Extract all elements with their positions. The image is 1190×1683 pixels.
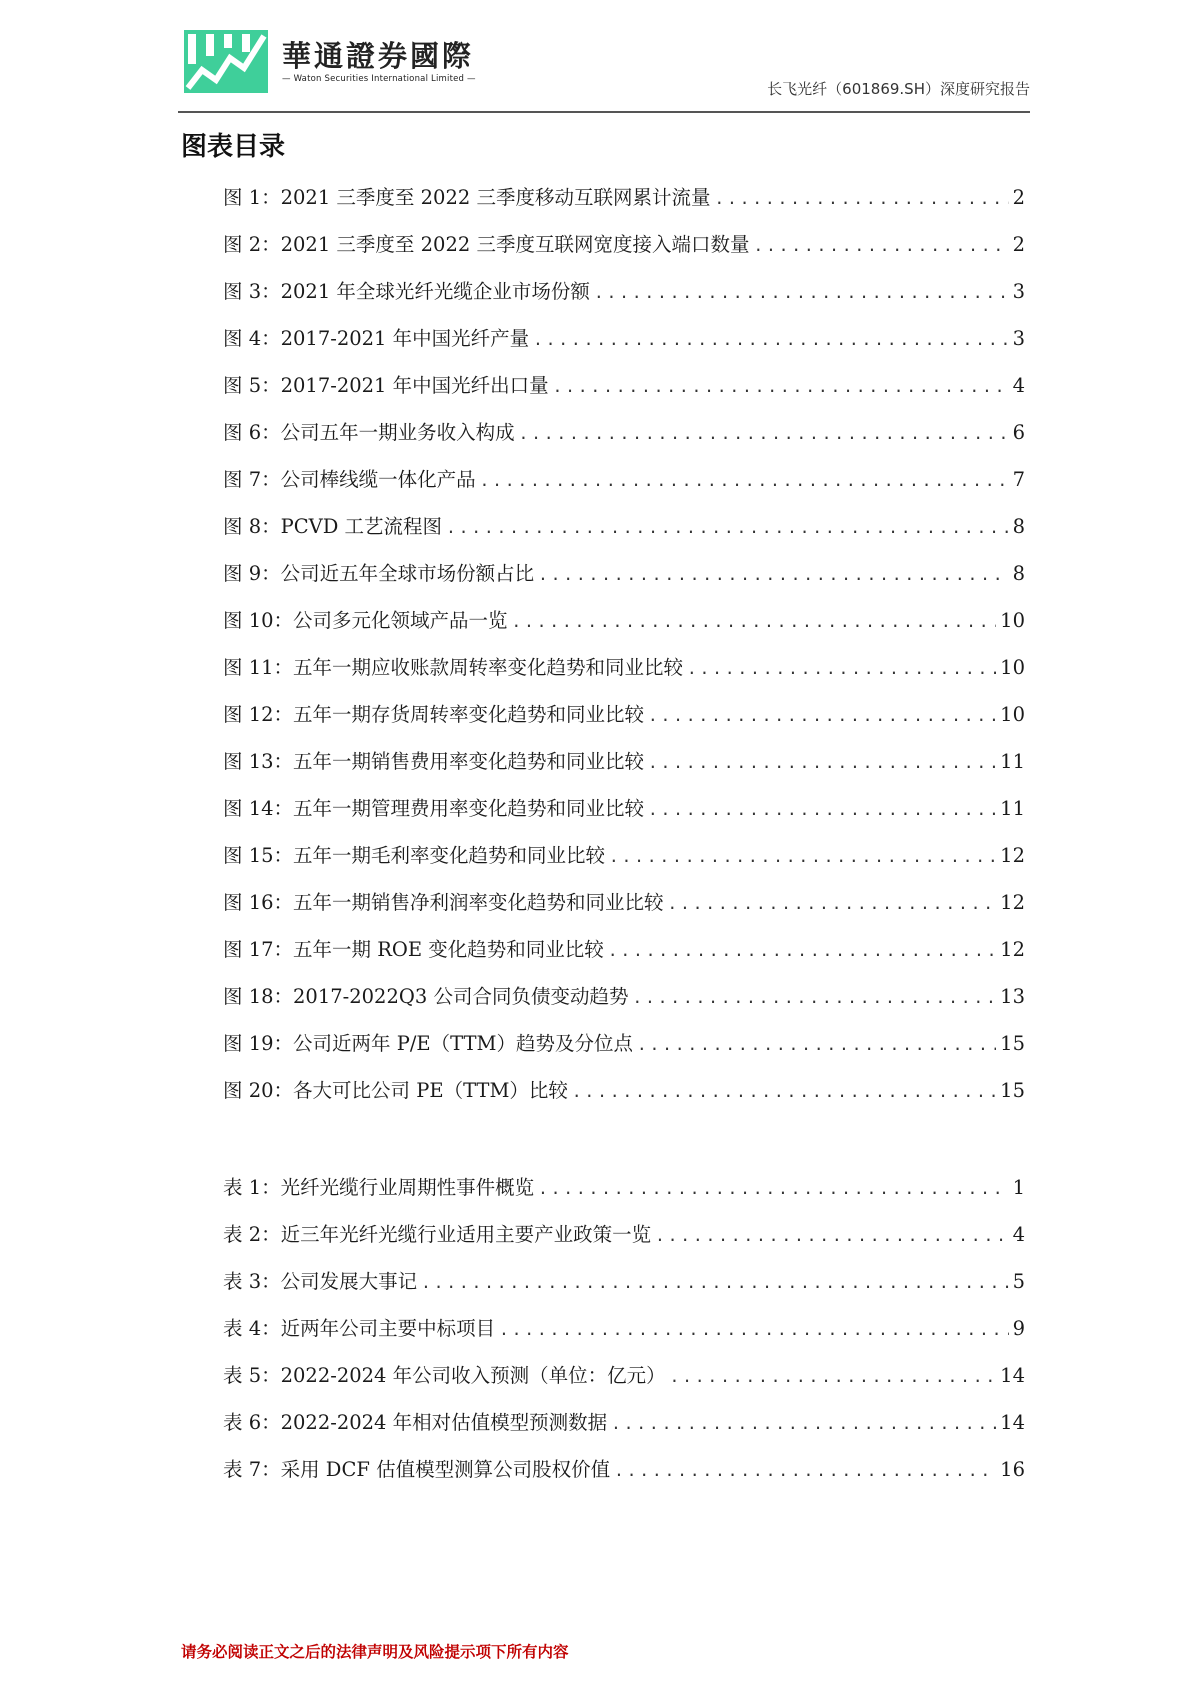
dot-leader <box>637 1031 996 1059</box>
entry-page: 10 <box>1000 656 1025 679</box>
entry-label: 图 16：五年一期销售净利润率变化趋势和同业比较 <box>223 891 664 914</box>
toc-heading: 图表目录 <box>181 132 286 162</box>
entry-page: 10 <box>1000 609 1025 632</box>
dot-leader <box>687 655 996 683</box>
entry-page: 12 <box>1000 891 1025 914</box>
entry-page: 9 <box>1012 1317 1025 1340</box>
entry-label: 图 13：五年一期销售费用率变化趋势和同业比较 <box>223 750 645 773</box>
entry-page: 6 <box>1012 421 1025 444</box>
table-entry[interactable] <box>223 1456 1025 1503</box>
entry-page: 4 <box>1012 1223 1025 1246</box>
dot-leader <box>533 326 1008 354</box>
dot-leader <box>614 1457 996 1485</box>
waton-logo-icon <box>184 30 268 93</box>
entry-label: 表 7：采用 DCF 估值模型测算公司股权价值 <box>223 1458 611 1481</box>
figure-entry[interactable] <box>223 607 1025 654</box>
table-entry[interactable] <box>223 1315 1025 1362</box>
entry-label: 图 9：公司近五年全球市场份额占比 <box>223 562 535 585</box>
entry-label: 图 10：公司多元化领域产品一览 <box>223 609 508 632</box>
dot-leader <box>648 749 996 777</box>
table-list <box>223 1174 1025 1503</box>
entry-label: 表 3：公司发展大事记 <box>223 1270 418 1293</box>
entry-page: 11 <box>1000 797 1025 820</box>
dot-leader <box>655 1222 1008 1250</box>
entry-page: 12 <box>1000 844 1025 867</box>
entry-page: 1 <box>1012 1176 1025 1199</box>
dot-leader <box>609 843 996 871</box>
entry-label: 图 7：公司棒线缆一体化产品 <box>223 468 476 491</box>
figure-entry[interactable] <box>223 419 1025 466</box>
entry-label: 表 5：2022-2024 年公司收入预测（单位：亿元） <box>223 1364 666 1387</box>
dot-leader <box>499 1316 1008 1344</box>
entry-label: 图 19：公司近两年 P/E（TTM）趋势及分位点 <box>223 1032 633 1055</box>
figure-entry[interactable] <box>223 231 1025 278</box>
legal-disclaimer: 请务必阅读正文之后的法律声明及风险提示项下所有内容 <box>181 1643 569 1661</box>
dot-leader <box>538 561 1008 589</box>
entry-page: 16 <box>1000 1458 1025 1481</box>
entry-page: 3 <box>1012 327 1025 350</box>
table-entry[interactable] <box>223 1221 1025 1268</box>
entry-label: 图 18：2017-2022Q3 公司合同负债变动趋势 <box>223 985 629 1008</box>
entry-page: 14 <box>1000 1411 1025 1434</box>
entry-label: 表 4：近两年公司主要中标项目 <box>223 1317 496 1340</box>
entry-label: 图 8：PCVD 工艺流程图 <box>223 515 443 538</box>
figure-entry[interactable] <box>223 983 1025 1030</box>
figure-entry[interactable] <box>223 748 1025 795</box>
entry-label: 表 1：光纤光缆行业周期性事件概览 <box>223 1176 535 1199</box>
entry-page: 2 <box>1012 186 1025 209</box>
entry-page: 3 <box>1012 280 1025 303</box>
dot-leader <box>648 702 996 730</box>
figure-entry[interactable] <box>223 889 1025 936</box>
document-title: 长飞光纤（601869.SH）深度研究报告 <box>767 80 1030 98</box>
company-name-en: — Waton Securities International Limited — <box>282 74 476 84</box>
dot-leader <box>572 1078 996 1106</box>
entry-label: 图 12：五年一期存货周转率变化趋势和同业比较 <box>223 703 645 726</box>
entry-label: 图 2：2021 三季度至 2022 三季度互联网宽度接入端口数量 <box>223 233 750 256</box>
entry-page: 11 <box>1000 750 1025 773</box>
dot-leader <box>512 608 997 636</box>
entry-page: 13 <box>1000 985 1025 1008</box>
entry-page: 10 <box>1000 703 1025 726</box>
entry-page: 8 <box>1012 515 1025 538</box>
figure-entry[interactable] <box>223 325 1025 372</box>
entry-label: 图 1：2021 三季度至 2022 三季度移动互联网累计流量 <box>223 186 711 209</box>
figure-entry[interactable] <box>223 513 1025 560</box>
figure-entry[interactable] <box>223 842 1025 889</box>
entry-page: 5 <box>1012 1270 1025 1293</box>
dot-leader <box>670 1363 997 1391</box>
figure-entry[interactable] <box>223 1030 1025 1077</box>
entry-label: 图 11：五年一期应收账款周转率变化趋势和同业比较 <box>223 656 684 679</box>
entry-label: 图 20：各大可比公司 PE（TTM）比较 <box>223 1079 568 1102</box>
dot-leader <box>668 890 997 918</box>
dot-leader <box>611 1410 996 1438</box>
dot-leader <box>632 984 996 1012</box>
entry-page: 12 <box>1000 938 1025 961</box>
company-name-cn: 華通證券國際 <box>282 39 475 73</box>
dot-leader <box>753 232 1008 260</box>
entry-page: 15 <box>1000 1079 1025 1102</box>
dot-leader <box>648 796 996 824</box>
entry-label: 图 14：五年一期管理费用率变化趋势和同业比较 <box>223 797 645 820</box>
entry-page: 15 <box>1000 1032 1025 1055</box>
header-divider <box>178 111 1030 113</box>
figure-entry[interactable] <box>223 560 1025 607</box>
figure-entry[interactable] <box>223 795 1025 842</box>
table-entry[interactable] <box>223 1409 1025 1456</box>
figure-entry[interactable] <box>223 936 1025 983</box>
entry-page: 14 <box>1000 1364 1025 1387</box>
entry-label: 图 6：公司五年一期业务收入构成 <box>223 421 515 444</box>
page-header <box>178 28 1030 112</box>
table-entry[interactable] <box>223 1174 1025 1221</box>
entry-label: 图 15：五年一期毛利率变化趋势和同业比较 <box>223 844 606 867</box>
entry-label: 图 3：2021 年全球光纤光缆企业市场份额 <box>223 280 590 303</box>
figure-entry[interactable] <box>223 372 1025 419</box>
figure-entry[interactable] <box>223 654 1025 701</box>
figure-entry[interactable] <box>223 466 1025 513</box>
table-entry[interactable] <box>223 1268 1025 1315</box>
entry-label: 图 4：2017-2021 年中国光纤产量 <box>223 327 530 350</box>
entry-label: 表 2：近三年光纤光缆行业适用主要产业政策一览 <box>223 1223 652 1246</box>
entry-label: 图 17：五年一期 ROE 变化趋势和同业比较 <box>223 938 604 961</box>
figure-entry[interactable] <box>223 1077 1025 1124</box>
entry-page: 2 <box>1012 233 1025 256</box>
dot-leader <box>519 420 1009 448</box>
figure-list <box>223 184 1025 1124</box>
table-entry[interactable] <box>223 1362 1025 1409</box>
dot-leader <box>714 185 1008 213</box>
dot-leader <box>480 467 1009 495</box>
figure-entry[interactable] <box>223 278 1025 325</box>
entry-label: 图 5：2017-2021 年中国光纤出口量 <box>223 374 549 397</box>
dot-leader <box>608 937 996 965</box>
entry-page: 7 <box>1012 468 1025 491</box>
entry-label: 表 6：2022-2024 年相对估值模型预测数据 <box>223 1411 608 1434</box>
dot-leader <box>594 279 1009 307</box>
figure-entry[interactable] <box>223 184 1025 231</box>
entry-page: 4 <box>1012 374 1025 397</box>
dot-leader <box>421 1269 1008 1297</box>
dot-leader <box>446 514 1009 542</box>
dot-leader <box>538 1175 1008 1203</box>
dot-leader <box>553 373 1009 401</box>
figure-entry[interactable] <box>223 701 1025 748</box>
entry-page: 8 <box>1012 562 1025 585</box>
